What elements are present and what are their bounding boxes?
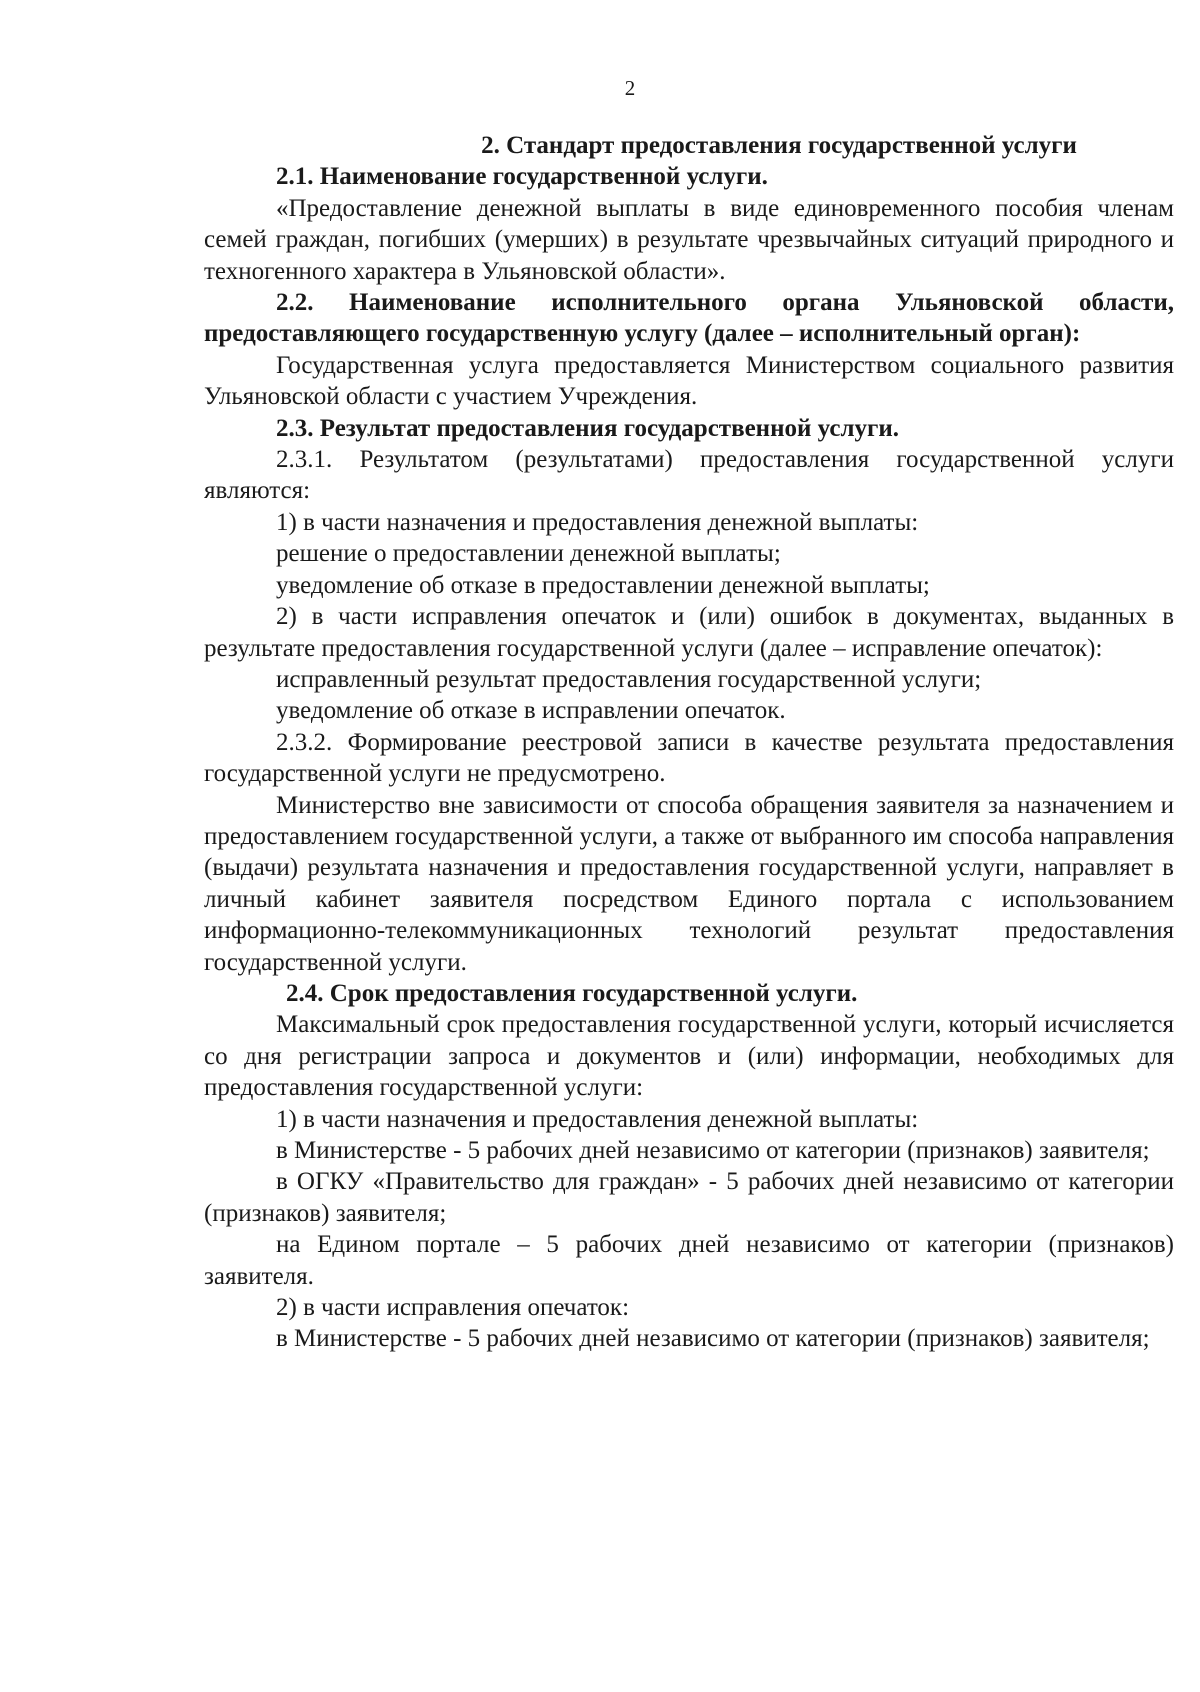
paragraph: уведомление об отказе в исправлении опечаток. bbox=[276, 697, 786, 725]
paragraph: уведомление об отказе в предоставлении денежной выплаты; bbox=[276, 571, 930, 599]
paragraph: 2) в части исправления опечаток: bbox=[276, 1294, 630, 1322]
paragraph: Максимальный срок предоставления государственной услуги, который исчисляется со дня регистрации запроса и документов и (или) информации, необходимых для предоставления государственной услуги: bbox=[204, 1011, 1174, 1102]
document-body bbox=[204, 130, 1174, 1355]
paragraph: 1) в части назначения и предоставления денежной выплаты: bbox=[276, 1105, 919, 1133]
subsection-heading: 2.1. Наименование государственной услуги. bbox=[276, 163, 768, 191]
paragraph: 2.3.1. Результатом (результатами) предоставления государственной услуги являются: bbox=[204, 446, 1174, 505]
paragraph: решение о предоставлении денежной выплаты; bbox=[276, 540, 781, 568]
paragraph-list bbox=[204, 161, 1174, 1354]
paragraph: исправленный результат предоставления государственной услуги; bbox=[276, 665, 982, 693]
subsection-heading: 2.2. Наименование исполнительного органа Ульяновской области, предоставляющего государственную услугу (далее – исполнительный орган): bbox=[204, 289, 1174, 348]
paragraph: на Едином портале – 5 рабочих дней независимо от категории (признаков) заявителя. bbox=[204, 1231, 1174, 1290]
paragraph: Государственная услуга предоставляется Министерством социального развития Ульяновской области с участием Учреждения. bbox=[204, 351, 1174, 411]
paragraph: в Министерстве - 5 рабочих дней независимо от категории (признаков) заявителя; bbox=[276, 1137, 1150, 1164]
page-number: 2 bbox=[624, 76, 636, 100]
section-title: 2. Стандарт предоставления государственной услуги bbox=[481, 132, 1077, 159]
paragraph: в ОГКУ «Правительство для граждан» - 5 рабочих дней независимо от категории (признаков) заявителя; bbox=[204, 1168, 1174, 1227]
paragraph: «Предоставление денежной выплаты в виде единовременного пособия членам семей граждан, погибших (умерших) в результате чрезвычайных ситуаций природного и техногенного характера в Ульяновской области». bbox=[204, 194, 1174, 285]
paragraph: 2.3.2. Формирование реестровой записи в качестве результата предоставления государственной услуги не предусмотрено. bbox=[204, 728, 1174, 788]
paragraph: 1) в части назначения и предоставления денежной выплаты: bbox=[276, 508, 919, 536]
paragraph: в Министерстве - 5 рабочих дней независимо от категории (признаков) заявителя; bbox=[276, 1325, 1150, 1353]
subsection-heading: 2.3. Результат предоставления государственной услуги. bbox=[276, 414, 899, 442]
subsection-heading: 2.4. Срок предоставления государственной услуги. bbox=[286, 979, 858, 1007]
paragraph: 2) в части исправления опечаток и (или) ошибок в документах, выданных в результате предоставления государственной услуги (далее – исправление опечаток): bbox=[204, 603, 1174, 662]
paragraph: Министерство вне зависимости от способа обращения заявителя за назначением и предоставлением государственной услуги, а также от выбранного им способа направления (выдачи) результата назначения и предоставления государственной услуги, направляет в личный кабинет заявителя посредством Единого портала с использованием информационно-телекоммуникационных технологий результат предоставления государственной услуги. bbox=[204, 791, 1174, 976]
